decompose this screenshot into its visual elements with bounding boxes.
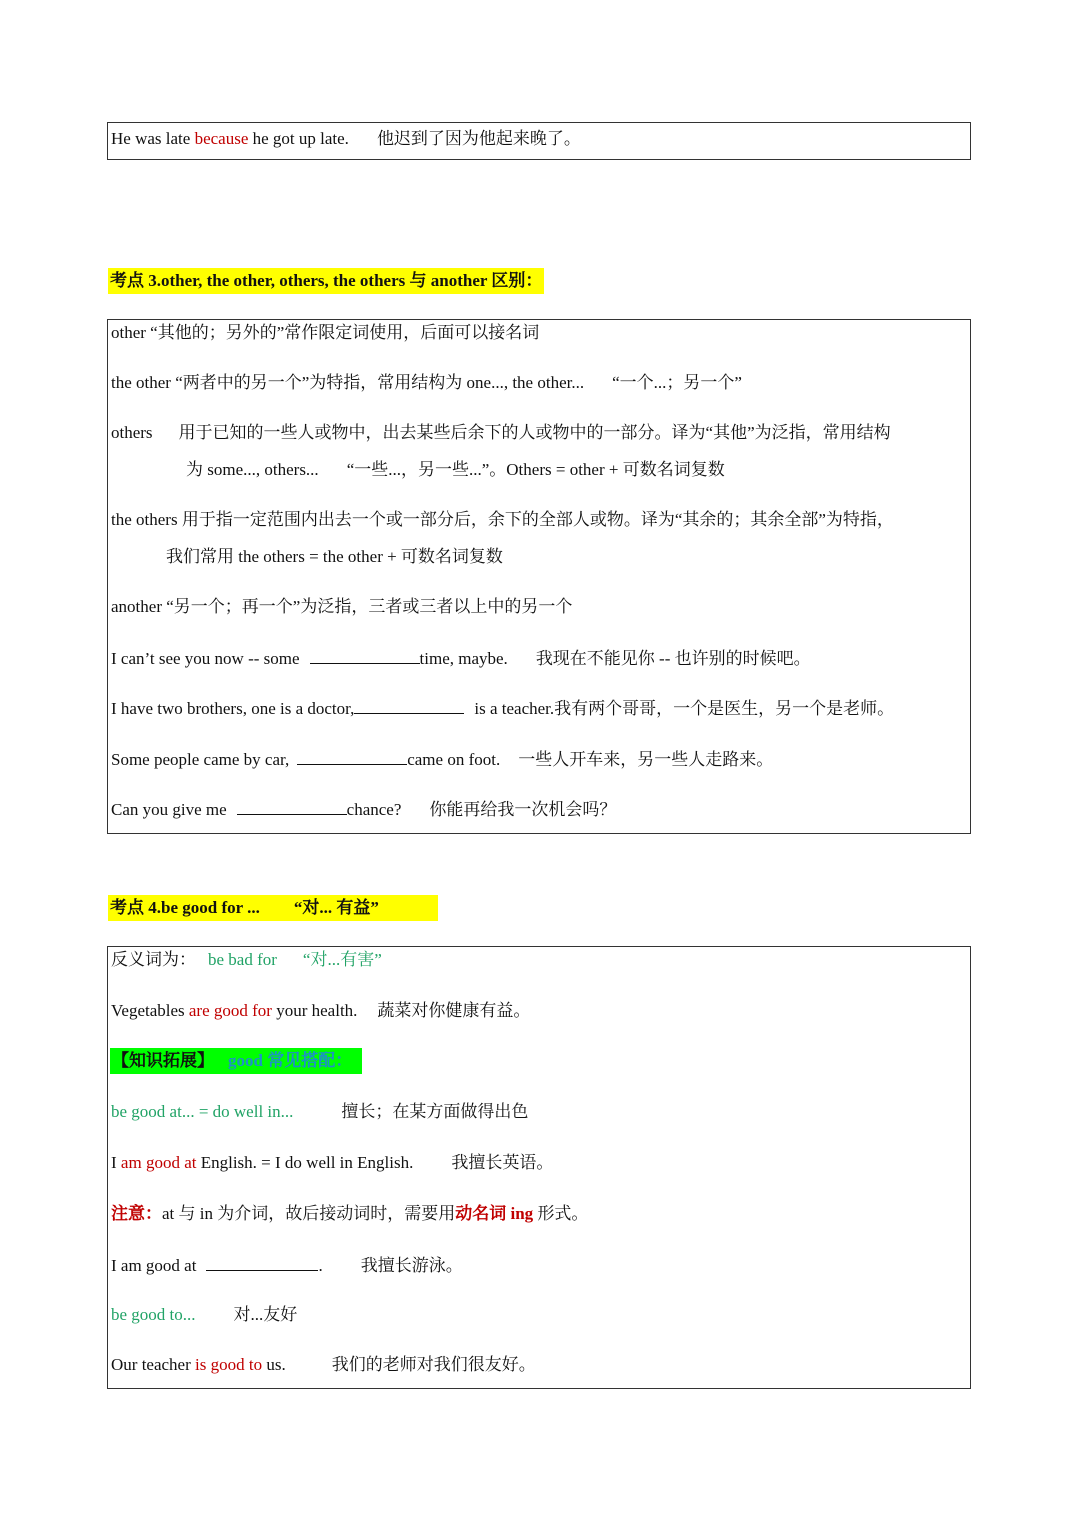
antonym-translation: “对...有害” [302, 950, 382, 969]
exercise-3 [111, 748, 773, 771]
example-good-to-us [111, 1354, 536, 1376]
definition-other: other “其他的；另外的”常作限定词使用，后面可以接名词 [111, 323, 540, 342]
definition-text: the other “两者中的另一个”为特指，常用结构为 one..., the other... [111, 373, 585, 392]
answer-blank[interactable] [354, 697, 464, 714]
example-text: Our teacher [111, 1355, 196, 1374]
exercise-text: time, maybe. [419, 649, 508, 668]
antonym-line [111, 949, 382, 971]
phrase-translation: 对...友好 [233, 1305, 298, 1324]
exercise-text: Can you give me [111, 800, 227, 819]
heading-translation: “对... 有益” [293, 898, 379, 917]
phrase-text: be good at... = do well in... [111, 1102, 294, 1121]
answer-blank[interactable] [206, 1254, 318, 1271]
example-box-because [107, 122, 971, 160]
example-text: Vegetables [111, 1001, 189, 1020]
exercise-text: I have two brothers, one is a doctor, [111, 699, 355, 718]
keyword-are-good-for: are good for [188, 1001, 272, 1020]
phrase-good-to [111, 1304, 297, 1326]
heading-text: 考点 4.be good for ... [110, 898, 260, 917]
antonym-label: 反义词为： [111, 950, 196, 969]
phrase-translation: 擅长；在某方面做得出色 [341, 1102, 529, 1121]
example-text: He was late [111, 129, 195, 148]
knowledge-extension-label [110, 1048, 362, 1074]
example-good-at-english [111, 1152, 553, 1174]
section-4-heading [108, 895, 438, 921]
exercise-text: I can’t see you now -- some [111, 649, 300, 668]
definition-others-line2 [186, 459, 725, 481]
definition-the-other [111, 372, 742, 394]
section-3-heading: 考点 3.other, the other, others, the others 与 another 区别： [108, 268, 544, 294]
answer-blank[interactable] [310, 647, 420, 664]
note-text: at 与 in 为介词，故后接动词时，需要用 [162, 1204, 456, 1223]
exercise-4 [111, 798, 616, 821]
term-others: others [111, 423, 153, 442]
extension-topic: good 常见搭配： [228, 1051, 353, 1070]
example-text: us. [262, 1355, 286, 1374]
example-text: English. = I do well in English. [196, 1153, 414, 1172]
exercise-translation: 我擅长游泳。 [360, 1256, 463, 1275]
exercise-2 [111, 697, 894, 720]
note-text: 形式。 [533, 1204, 589, 1223]
definition-translation: “一些...，另一些...”。Others = other + 可数名词复数 [346, 460, 725, 479]
exercise-text: chance? [346, 800, 402, 819]
exercise-text: came on foot. [407, 750, 501, 769]
keyword-am-good-at: am good at [120, 1153, 197, 1172]
definition-others-line1 [111, 422, 891, 444]
note-label: 注意： [111, 1204, 162, 1223]
phrase-text: be good to... [111, 1305, 196, 1324]
section-4-box [107, 946, 971, 1389]
example-translation: 我们的老师对我们很友好。 [331, 1355, 536, 1374]
definition-text: 为 some..., others... [186, 460, 319, 479]
definition-the-others-line1: the others 用于指一定范围内出去一个或一部分后，余下的全部人或物。译为“其余的；其余全部”为特指， [111, 510, 894, 529]
note-keyword: 动名词 ing [455, 1204, 534, 1223]
exercise-text: Some people came by car, [111, 750, 290, 769]
example-text: your health. [271, 1001, 358, 1020]
exercise-translation: 我现在不能见你 -- 也许别的时候吧。 [535, 649, 811, 668]
antonym-phrase: be bad for [208, 950, 277, 969]
note-line [111, 1203, 588, 1225]
answer-blank[interactable] [297, 748, 407, 765]
exercise-swimming [111, 1254, 463, 1277]
keyword-because: because [194, 129, 249, 148]
exercise-text: is a teacher.我有两个哥哥，一个是医生，另一个是老师。 [474, 699, 895, 718]
exercise-text: I am good at [111, 1256, 197, 1275]
phrase-good-at [111, 1101, 528, 1123]
section-3-box [107, 319, 971, 834]
example-vegetables [111, 1000, 530, 1022]
keyword-is-good-to: is good to [195, 1355, 263, 1374]
exercise-translation: 一些人开车来，另一些人走路来。 [518, 750, 774, 769]
example-text: he got up late. [248, 129, 349, 148]
example-text: I [111, 1153, 121, 1172]
exercise-text: . [318, 1256, 323, 1275]
answer-blank[interactable] [237, 798, 347, 815]
definition-text: 用于已知的一些人或物中，出去某些后余下的人或物中的一部分。译为“其他”为泛指，常用结构 [178, 423, 891, 442]
extension-bracket-label: 【知识拓展】 [112, 1051, 214, 1070]
definition-the-others-line2: 我们常用 the others = the other + 可数名词复数 [166, 547, 503, 566]
exercise-1 [111, 647, 811, 670]
example-line-because [111, 128, 581, 150]
definition-another: another “另一个；再一个”为泛指，三者或三者以上中的另一个 [111, 597, 573, 616]
exercise-translation: 你能再给我一次机会吗？ [429, 800, 617, 819]
example-translation: 蔬菜对你健康有益。 [377, 1001, 531, 1020]
example-translation: 他迟到了因为他起来晚了。 [376, 129, 581, 148]
definition-translation: “一个...；另一个” [612, 373, 742, 392]
example-translation: 我擅长英语。 [451, 1153, 554, 1172]
